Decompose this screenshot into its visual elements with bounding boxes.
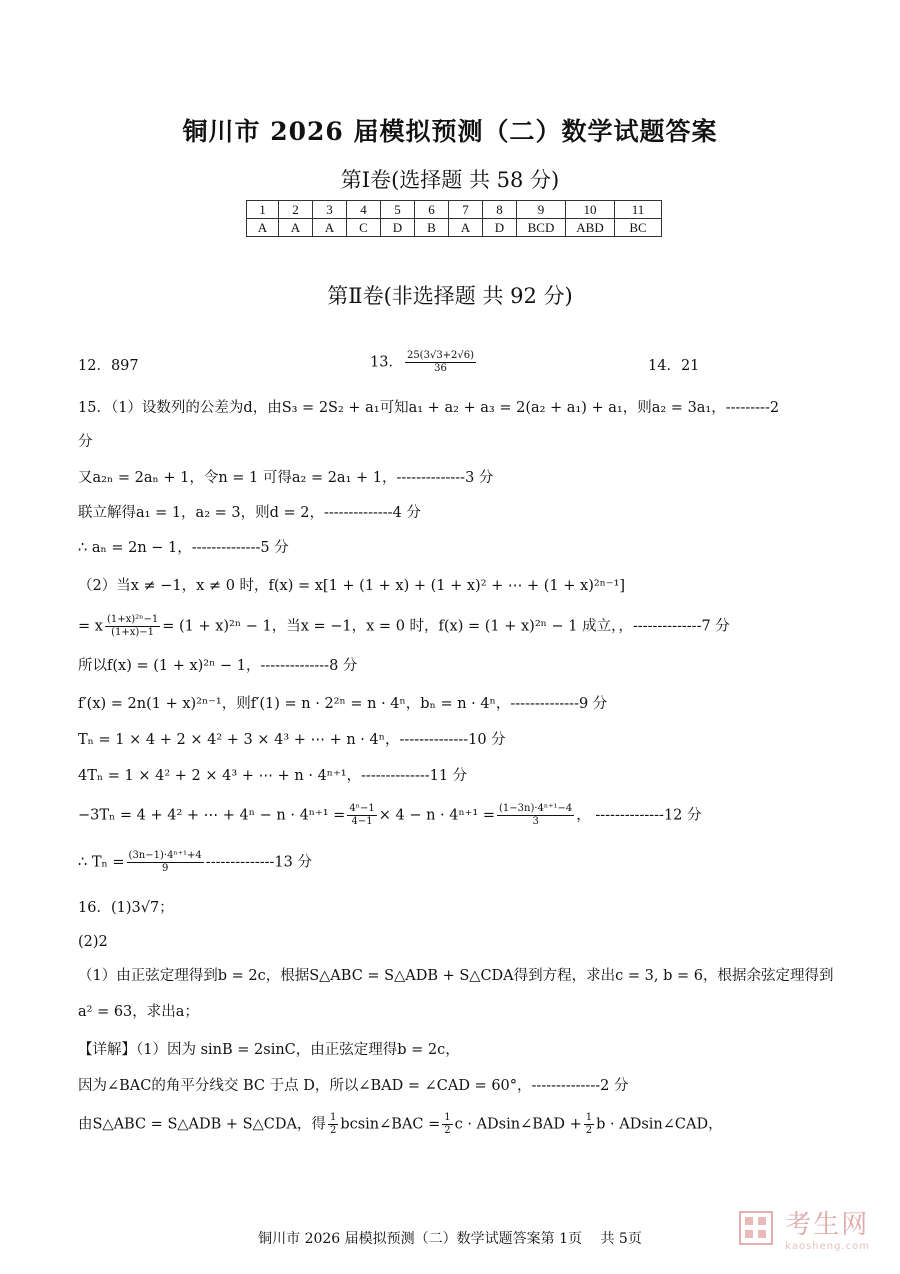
q15-l7-denominator: (1+x)−1 xyxy=(111,627,155,638)
table-cell-answer: A xyxy=(449,219,483,237)
q15-l12-f2-denominator: 3 xyxy=(532,816,539,827)
q15-line-9: f′(x) = 2n(1 + x)²ⁿ⁻¹，则f′(1) = n · 2²ⁿ = n · 4ⁿ，bₙ = n · 4ⁿ，--------------9 分 xyxy=(78,696,608,712)
q15-l13-numerator: (3n−1)·4ⁿ⁺¹+4 xyxy=(128,850,202,861)
answer-q12: 12．897 xyxy=(78,358,139,374)
table-cell-number: 10 xyxy=(566,201,615,219)
half-2-numerator: 1 xyxy=(444,1112,451,1123)
q15-line-5: ∴ aₙ = 2n − 1，--------------5 分 xyxy=(78,540,289,556)
q15-line-4: 联立解得a₁ = 1，a₂ = 3，则d = 2，--------------4 分 xyxy=(78,505,421,521)
table-cell-answer: A xyxy=(279,219,313,237)
q15-l12-post: ， --------------12 分 xyxy=(576,807,702,824)
answer-q14: 14．21 xyxy=(648,358,700,374)
q15-line-7 xyxy=(78,614,730,639)
q16-line-2: (2)2 xyxy=(78,934,108,950)
watermark-brand: 考生网 xyxy=(785,1210,870,1240)
half-1-numerator: 1 xyxy=(329,1112,337,1123)
page-footer: 铜川市 2026 届模拟预测（二）数学试题答案第 1页 共 5页 xyxy=(258,1231,642,1247)
q16-line-7 xyxy=(78,1112,723,1137)
q15-line-6: （2）当x ≠ −1，x ≠ 0 时，f(x) = x[1 + (1 + x) + (1 + x)² + ⋯ + (1 + x)²ⁿ⁻¹] xyxy=(78,578,626,594)
answer-q13 xyxy=(370,350,478,375)
q15-l13-pre: ∴ Tₙ = xyxy=(78,854,125,871)
table-cell-answer: ABD xyxy=(566,219,615,237)
table-cell-answer: C xyxy=(347,219,381,237)
table-cell-number: 6 xyxy=(415,201,449,219)
table-cell-answer: BC xyxy=(615,219,662,237)
table-cell-number: 1 xyxy=(247,201,279,219)
q16-half-3 xyxy=(584,1112,594,1137)
part2-heading: 第Ⅱ卷(非选择题 共 92 分) xyxy=(327,284,573,308)
watermark-text xyxy=(785,1204,870,1252)
q16-half-1 xyxy=(328,1112,338,1137)
table-cell-number: 2 xyxy=(279,201,313,219)
watermark xyxy=(738,1204,870,1252)
q15-l12-f1-denominator: 4−1 xyxy=(351,816,373,827)
q13-denominator: 36 xyxy=(434,363,447,374)
q16-line-4: a² = 63，求出a； xyxy=(78,1004,199,1020)
answer-table xyxy=(246,200,662,237)
q16-line-5: 【详解】（1）因为 sinB = 2sinC，由正弦定理得b = 2c， xyxy=(78,1042,460,1058)
q15-l13-post: --------------13 分 xyxy=(205,854,312,871)
q15-l12-pre: −3Tₙ = 4 + 4² + ⋯ + 4ⁿ − n · 4ⁿ⁺¹ = xyxy=(78,807,346,824)
half-2-denominator: 2 xyxy=(444,1125,451,1136)
q15-line-10: Tₙ = 1 × 4 + 2 × 4² + 3 × 4³ + ⋯ + n · 4ⁿ，--------------10 分 xyxy=(78,732,506,748)
table-cell-answer: A xyxy=(313,219,347,237)
table-cell-answer: B xyxy=(415,219,449,237)
table-cell-number: 4 xyxy=(347,201,381,219)
q15-l12-fraction-2 xyxy=(497,803,574,828)
q15-line-2: 分 xyxy=(78,434,93,450)
table-cell-number: 3 xyxy=(313,201,347,219)
watermark-site: kaosheng.com xyxy=(785,1241,870,1252)
q16-line-3: （1）由正弦定理得到b = 2c，根据S△ABC = S△ADB + S△CDA得到方程，求出c = 3, b = 6，根据余弦定理得到 xyxy=(78,968,834,984)
table-cell-answer: A xyxy=(247,219,279,237)
table-cell-number: 5 xyxy=(381,201,415,219)
q15-l7-pre: = x xyxy=(78,618,103,635)
q13-fraction xyxy=(405,350,476,375)
q15-l7-fraction xyxy=(105,614,160,639)
q16-l7-mid2: c · ADsin∠BAD + xyxy=(454,1116,582,1133)
q15-line-8: 所以f(x) = (1 + x)²ⁿ − 1，--------------8 分 xyxy=(78,658,358,674)
q15-l12-f1-numerator: 4ⁿ−1 xyxy=(349,803,375,814)
q15-line-3: 又a₂ₙ = 2aₙ + 1，令n = 1 可得a₂ = 2a₁ + 1，--------------3 分 xyxy=(78,470,494,486)
table-cell-number: 8 xyxy=(483,201,517,219)
q15-l12-f2-numerator: (1−3n)·4ⁿ⁺¹−4 xyxy=(499,803,573,814)
table-cell-answer: D xyxy=(483,219,517,237)
table-cell-number: 9 xyxy=(517,201,566,219)
q16-line-1: 16．(1)3√7； xyxy=(78,900,174,916)
q15-l7-post: = (1 + x)²ⁿ − 1，当x = −1，x = 0 时，f(x) = (1 + x)²ⁿ − 1 成立，，--------------7 分 xyxy=(162,618,730,635)
page-title: 铜川市 2026 届模拟预测（二）数学试题答案 xyxy=(182,117,718,146)
table-row-answers xyxy=(247,219,662,237)
q16-l7-post: b · ADsin∠CAD， xyxy=(596,1116,723,1133)
q13-label: 13． xyxy=(370,354,403,371)
q15-line-12 xyxy=(78,803,702,828)
table-cell-number: 7 xyxy=(449,201,483,219)
q15-l7-numerator: (1+x)²ⁿ−1 xyxy=(106,614,159,625)
watermark-logo-icon xyxy=(738,1210,774,1246)
q15-line-1: 15．（1）设数列的公差为d，由S₃ = 2S₂ + a₁可知a₁ + a₂ + a₃ = 2(a₂ + a₁) + a₁，则a₂ = 3a₁，---------2 xyxy=(78,400,780,416)
half-1-denominator: 2 xyxy=(329,1125,337,1136)
q15-l13-fraction xyxy=(127,850,204,875)
part1-heading: 第Ⅰ卷(选择题 共 58 分) xyxy=(340,168,560,192)
q16-l7-mid1: bcsin∠BAC = xyxy=(340,1116,441,1133)
q15-line-13 xyxy=(78,850,312,875)
q16-half-2 xyxy=(442,1112,452,1137)
table-cell-number: 11 xyxy=(615,201,662,219)
q15-l12-mid: × 4 − n · 4ⁿ⁺¹ = xyxy=(378,807,495,824)
q16-l7-pre: 由S△ABC = S△ADB + S△CDA，得 xyxy=(78,1116,326,1133)
q15-l12-fraction-1 xyxy=(347,803,376,828)
table-cell-answer: D xyxy=(381,219,415,237)
q15-line-11: 4Tₙ = 1 × 4² + 2 × 4³ + ⋯ + n · 4ⁿ⁺¹，--------------11 分 xyxy=(78,768,468,784)
q16-line-6: 因为∠BAC的角平分线交 BC 于点 D，所以∠BAD = ∠CAD = 60°，--------------2 分 xyxy=(78,1078,629,1094)
q13-numerator: 25(3√3+2√6) xyxy=(406,350,475,361)
half-3-numerator: 1 xyxy=(585,1112,593,1123)
half-3-denominator: 2 xyxy=(585,1125,593,1136)
table-cell-answer: BCD xyxy=(517,219,566,237)
q15-l13-denominator: 9 xyxy=(161,863,169,874)
table-row-numbers xyxy=(247,201,662,219)
